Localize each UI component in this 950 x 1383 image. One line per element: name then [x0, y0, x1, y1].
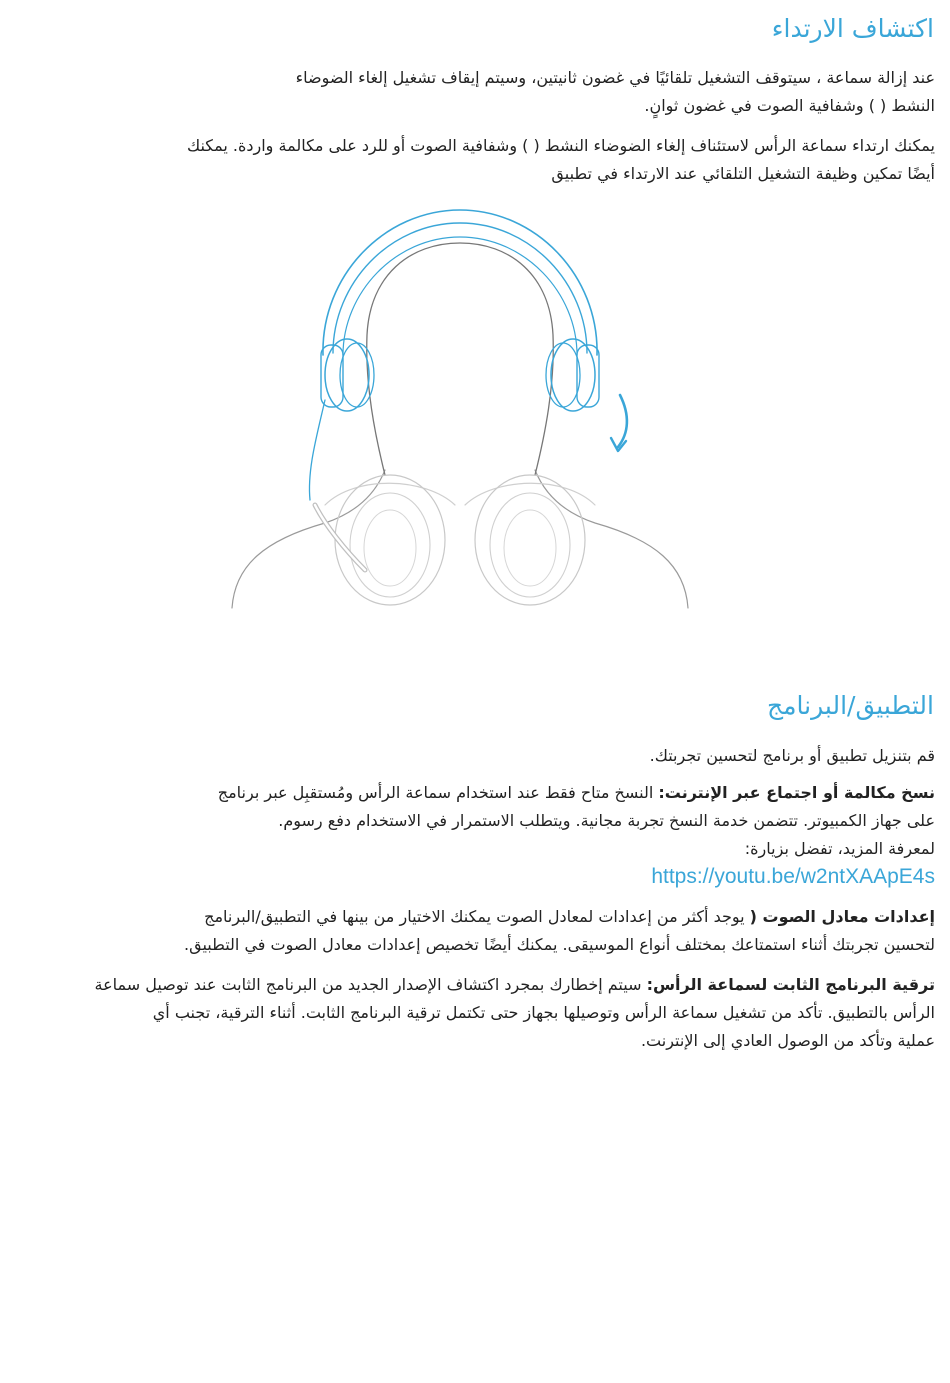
text-line: أيضًا تمكين وظيفة التشغيل التلقائي عند الارتداء في تطبيق [551, 164, 935, 183]
youtube-link[interactable]: https://youtu.be/w2ntXAApE4s [651, 865, 935, 888]
text-line: لتحسين تجربتك أثناء استمتاعك بمختلف أنواع الموسيقى. يمكنك أيضًا تخصيص إعدادات معادل الصوت في التطبيق. [184, 935, 935, 954]
section-heading-app: التطبيق/البرنامج [767, 691, 934, 720]
firmware-paragraph [15, 971, 935, 1055]
text-line: يوجد أكثر من إعدادات لمعادل الصوت يمكنك الاختيار من بينها في التطبيق/البرنامج [204, 907, 750, 926]
text-line: يمكنك ارتداء سماعة الرأس لاستئناف إلغاء الضوضاء النشط ( ) وشفافية الصوت أو للرد على مكالمة واردة. يمكنك [186, 136, 935, 155]
app-download-paragraph: قم بتنزيل تطبيق أو برنامج لتحسين تجربتك. [649, 746, 935, 765]
wear-detection-paragraph-2 [15, 132, 935, 188]
text-line: لمعرفة المزيد، تفضل بزيارة: [744, 839, 935, 858]
bold-lead: نسخ مكالمة أو اجتماع عبر الإنترنت: [658, 783, 935, 802]
text-line: على جهاز الكمبيوتر. تتضمن خدمة النسخ تجربة مجانية. ويتطلب الاستمرار في الاستخدام دفع رسوم. [278, 811, 935, 830]
headset-illustration [225, 205, 695, 615]
bold-lead: ترقية البرنامج الثابت لسماعة الرأس: [646, 975, 935, 994]
text-line: النشط ( ) وشفافية الصوت في غضون ثوانٍ. [644, 96, 935, 115]
text-line: عملية وتأكد من الوصول العادي إلى الإنترنت. [640, 1031, 935, 1050]
text-line: الرأس بالتطبيق. تأكد من تشغيل سماعة الرأس وتوصيلها بجهاز حتى تكتمل ترقية البرنامج الثابت. أثناء الترقية، تجنب أي [152, 1003, 935, 1022]
text-line: عند إزالة سماعة ، سيتوقف التشغيل تلقائيًا في غضون ثانيتين، وسيتم إيقاف تشغيل إلغاء الضوضاء [295, 68, 935, 87]
section-heading-wear-detection: اكتشاف الارتداء [771, 14, 934, 43]
bold-lead: إعدادات معادل الصوت ( [749, 907, 935, 926]
text-line: سيتم إخطارك بمجرد اكتشاف الإصدار الجديد من البرنامج الثابت عند توصيل سماعة [94, 975, 647, 994]
wear-detection-paragraph-1 [15, 64, 935, 120]
equalizer-paragraph [15, 903, 935, 959]
transcription-paragraph [15, 779, 935, 892]
text-line: النسخ متاح فقط عند استخدام سماعة الرأس ومُستقبِل عبر برنامج [217, 783, 659, 802]
